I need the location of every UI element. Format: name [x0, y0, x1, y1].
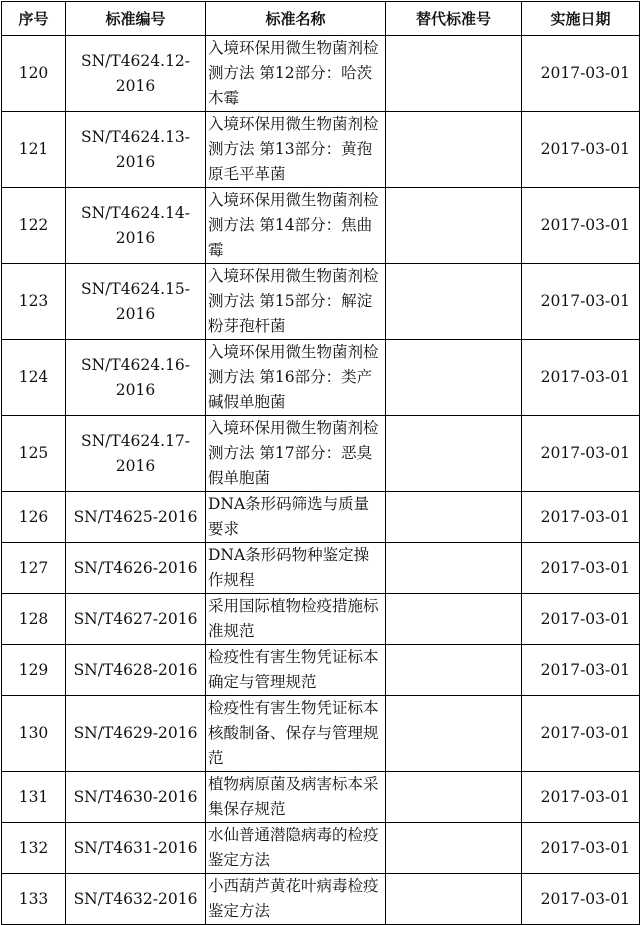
cell-date: 2017-03-01	[522, 874, 640, 925]
cell-seq: 126	[2, 492, 66, 543]
cell-name: 检疫性有害生物凭证标本核酸制备、保存与管理规范	[206, 696, 386, 772]
cell-seq: 129	[2, 645, 66, 696]
cell-seq: 124	[2, 340, 66, 416]
cell-code: SN/T4624.14-2016	[66, 188, 206, 264]
cell-replaced	[386, 645, 522, 696]
cell-code: SN/T4627-2016	[66, 594, 206, 645]
cell-code: SN/T4624.13-2016	[66, 112, 206, 188]
cell-name: 入境环保用微生物菌剂检测方法 第17部分：恶臭假单胞菌	[206, 416, 386, 492]
cell-seq: 127	[2, 543, 66, 594]
cell-date: 2017-03-01	[522, 264, 640, 340]
cell-date: 2017-03-01	[522, 36, 640, 112]
cell-name: 水仙普通潜隐病毒的检疫鉴定方法	[206, 823, 386, 874]
cell-seq: 125	[2, 416, 66, 492]
cell-code: SN/T4624.17-2016	[66, 416, 206, 492]
table-row	[2, 340, 640, 416]
cell-seq: 132	[2, 823, 66, 874]
cell-date: 2017-03-01	[522, 188, 640, 264]
standards-table	[1, 1, 640, 925]
header-row	[2, 2, 640, 36]
header-seq: 序号	[2, 2, 66, 36]
cell-seq: 121	[2, 112, 66, 188]
cell-date: 2017-03-01	[522, 645, 640, 696]
cell-name: 入境环保用微生物菌剂检测方法 第13部分：黄孢原毛平革菌	[206, 112, 386, 188]
header-replaced: 替代标准号	[386, 2, 522, 36]
cell-replaced	[386, 772, 522, 823]
cell-replaced	[386, 188, 522, 264]
header-date: 实施日期	[522, 2, 640, 36]
cell-seq: 128	[2, 594, 66, 645]
cell-date: 2017-03-01	[522, 543, 640, 594]
cell-code: SN/T4628-2016	[66, 645, 206, 696]
cell-name: 检疫性有害生物凭证标本确定与管理规范	[206, 645, 386, 696]
table-row	[2, 594, 640, 645]
cell-name: 采用国际植物检疫措施标准规范	[206, 594, 386, 645]
cell-date: 2017-03-01	[522, 492, 640, 543]
cell-date: 2017-03-01	[522, 416, 640, 492]
cell-code: SN/T4631-2016	[66, 823, 206, 874]
cell-seq: 130	[2, 696, 66, 772]
cell-replaced	[386, 36, 522, 112]
table-row	[2, 264, 640, 340]
cell-name: 植物病原菌及病害标本采集保存规范	[206, 772, 386, 823]
cell-replaced	[386, 543, 522, 594]
cell-seq: 122	[2, 188, 66, 264]
cell-date: 2017-03-01	[522, 340, 640, 416]
cell-name: 入境环保用微生物菌剂检测方法 第14部分：焦曲霉	[206, 188, 386, 264]
table-row	[2, 823, 640, 874]
table-row	[2, 874, 640, 925]
cell-name: 入境环保用微生物菌剂检测方法 第12部分：哈茨木霉	[206, 36, 386, 112]
cell-code: SN/T4632-2016	[66, 874, 206, 925]
cell-date: 2017-03-01	[522, 772, 640, 823]
cell-replaced	[386, 696, 522, 772]
cell-replaced	[386, 112, 522, 188]
cell-code: SN/T4624.16-2016	[66, 340, 206, 416]
cell-name: DNA条形码物种鉴定操作规程	[206, 543, 386, 594]
cell-replaced	[386, 340, 522, 416]
cell-seq: 131	[2, 772, 66, 823]
cell-code: SN/T4624.15-2016	[66, 264, 206, 340]
cell-replaced	[386, 264, 522, 340]
cell-replaced	[386, 823, 522, 874]
cell-date: 2017-03-01	[522, 696, 640, 772]
cell-code: SN/T4624.12-2016	[66, 36, 206, 112]
table-row	[2, 696, 640, 772]
cell-replaced	[386, 416, 522, 492]
table-row	[2, 772, 640, 823]
table-row	[2, 112, 640, 188]
cell-code: SN/T4630-2016	[66, 772, 206, 823]
table-row	[2, 188, 640, 264]
table-row	[2, 416, 640, 492]
cell-code: SN/T4629-2016	[66, 696, 206, 772]
cell-seq: 133	[2, 874, 66, 925]
cell-replaced	[386, 594, 522, 645]
header-name: 标准名称	[206, 2, 386, 36]
table-row	[2, 36, 640, 112]
cell-replaced	[386, 874, 522, 925]
cell-code: SN/T4625-2016	[66, 492, 206, 543]
cell-name: 入境环保用微生物菌剂检测方法 第15部分：解淀粉芽孢杆菌	[206, 264, 386, 340]
table-row	[2, 543, 640, 594]
cell-replaced	[386, 492, 522, 543]
cell-seq: 123	[2, 264, 66, 340]
cell-code: SN/T4626-2016	[66, 543, 206, 594]
table-row	[2, 645, 640, 696]
cell-seq: 120	[2, 36, 66, 112]
table-row	[2, 492, 640, 543]
cell-name: 入境环保用微生物菌剂检测方法 第16部分：类产碱假单胞菌	[206, 340, 386, 416]
cell-name: 小西葫芦黄花叶病毒检疫鉴定方法	[206, 874, 386, 925]
cell-date: 2017-03-01	[522, 823, 640, 874]
cell-name: DNA条形码筛选与质量要求	[206, 492, 386, 543]
cell-date: 2017-03-01	[522, 112, 640, 188]
cell-date: 2017-03-01	[522, 594, 640, 645]
header-code: 标准编号	[66, 2, 206, 36]
